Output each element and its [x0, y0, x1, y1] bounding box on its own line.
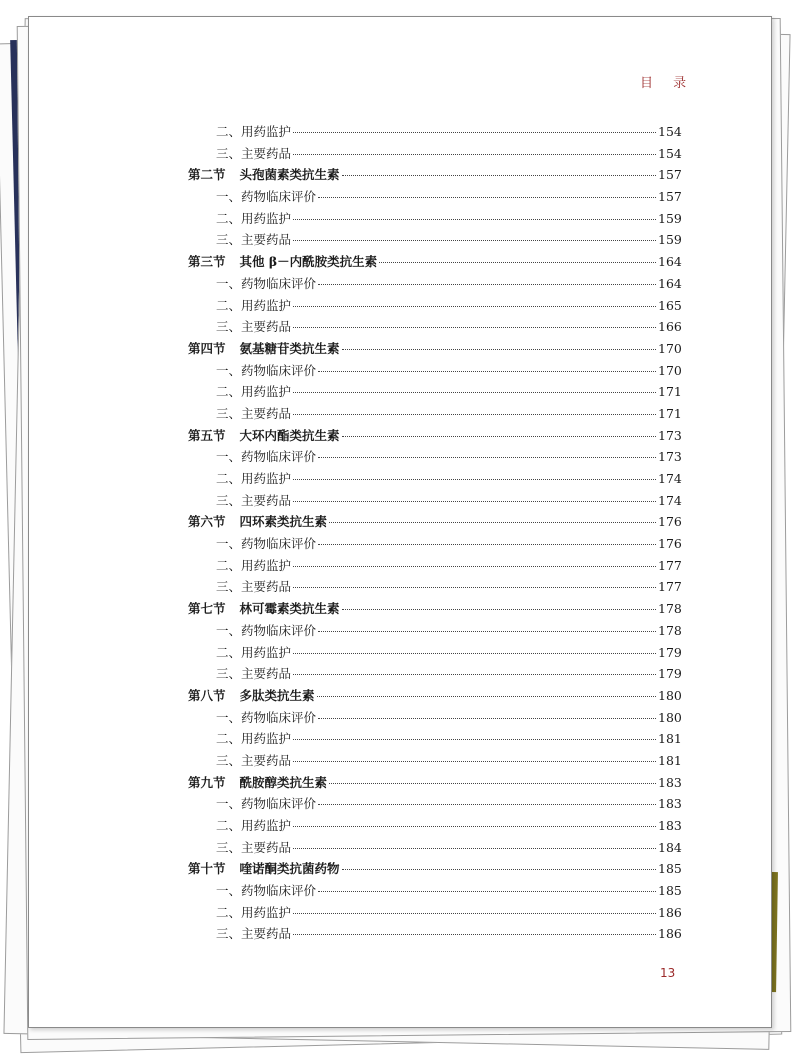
toc-subentry: [188, 729, 680, 751]
toc-entry-label: 其他 β－内酰胺类抗生素: [239, 254, 378, 270]
toc-subentry: [188, 144, 680, 166]
toc-page-number: 176: [658, 514, 682, 530]
dot-leader: [293, 392, 656, 393]
toc-subentry: [188, 122, 680, 144]
toc-subentry: [188, 903, 680, 925]
dot-leader: [318, 718, 656, 719]
running-title: 目 录: [640, 76, 695, 91]
dot-leader: [342, 175, 656, 176]
toc-subentry: [188, 924, 680, 946]
toc-subentry: [188, 382, 680, 404]
toc-entry-label: 三、主要药品: [216, 492, 292, 508]
dot-leader: [293, 306, 656, 307]
toc-section-number: 第六节: [188, 514, 226, 530]
toc-subentry: [188, 881, 680, 903]
toc-section-entry: [188, 599, 680, 621]
toc-subentry: [188, 794, 680, 816]
toc-entry-label: 一、药物临床评价: [216, 883, 317, 899]
dot-leader: [293, 674, 656, 675]
dot-leader: [293, 566, 656, 567]
toc-section-entry: [188, 165, 680, 187]
toc-page-number: 165: [658, 297, 682, 313]
toc-entry-label: 大环内酯类抗生素: [239, 427, 340, 443]
toc-page-number: 173: [658, 427, 682, 443]
toc-entry-label: 多肽类抗生素: [239, 687, 315, 703]
toc-entry-label: 一、药物临床评价: [216, 709, 317, 725]
toc-subentry: [188, 361, 680, 383]
toc-page-number: 159: [658, 232, 682, 248]
toc-section-entry: [188, 339, 680, 361]
toc-page-number: 176: [658, 536, 682, 552]
toc-subentry: [188, 577, 680, 599]
dot-leader: [317, 696, 656, 697]
dot-leader: [293, 826, 656, 827]
toc-page-number: 174: [658, 471, 682, 486]
toc-entry-label: 二、用药监护: [216, 297, 292, 313]
dot-leader: [293, 761, 656, 762]
toc-section-entry: [188, 859, 680, 881]
toc-subentry: [188, 274, 680, 296]
toc-page-number: 178: [658, 601, 682, 617]
toc-subentry: [188, 751, 680, 773]
toc-section-number: 第八节: [188, 687, 226, 703]
toc-entry-label: 一、药物临床评价: [216, 622, 317, 638]
toc-subentry: [188, 708, 680, 730]
dot-leader: [293, 327, 656, 328]
dot-leader: [293, 934, 656, 935]
toc-section-entry: [188, 686, 680, 708]
toc-page-number: 179: [658, 644, 682, 660]
toc-page-number: 157: [658, 167, 682, 183]
toc-section-number: 第九节: [188, 774, 226, 790]
dot-leader: [342, 609, 656, 610]
toc-entry-label: 酰胺醇类抗生素: [239, 774, 328, 790]
toc-subentry: [188, 469, 680, 491]
dot-leader: [293, 501, 656, 502]
dot-leader: [342, 869, 656, 870]
toc-page-number: 177: [658, 579, 682, 595]
toc-page-number: 185: [658, 861, 682, 877]
dot-leader: [293, 587, 656, 588]
toc-subentry: [188, 447, 680, 469]
toc-page-number: 159: [658, 210, 682, 226]
dot-leader: [293, 479, 656, 480]
toc-entry-label: 二、用药监护: [216, 384, 292, 400]
toc-page-number: 181: [658, 752, 682, 768]
dot-leader: [293, 739, 656, 740]
toc-section-entry: [188, 773, 680, 795]
toc-entry-label: 二、用药监护: [216, 557, 292, 573]
toc-entry-label: 一、药物临床评价: [216, 449, 317, 465]
toc-entry-label: 头孢菌素类抗生素: [239, 167, 340, 183]
toc-subentry: [188, 317, 680, 339]
table-of-contents: [188, 122, 680, 946]
toc-entry-label: 二、用药监护: [216, 904, 292, 920]
toc-entry-label: 三、主要药品: [216, 752, 292, 768]
toc-entry-label: 二、用药监护: [216, 644, 292, 660]
toc-entry-label: 一、药物临床评价: [216, 275, 317, 291]
dot-leader: [342, 349, 656, 350]
toc-subentry: [188, 816, 680, 838]
toc-page-number: 164: [658, 254, 682, 270]
toc-entry-label: 一、药物临床评价: [216, 362, 317, 378]
toc-entry-label: 二、用药监护: [216, 471, 292, 486]
toc-entry-label: 四环素类抗生素: [239, 514, 328, 530]
toc-page-number: 180: [658, 709, 682, 725]
toc-page-number: 179: [658, 666, 682, 682]
toc-subentry: [188, 556, 680, 578]
dot-leader: [379, 262, 656, 263]
dot-leader: [342, 436, 656, 437]
toc-entry-label: 二、用药监护: [216, 210, 292, 226]
dot-leader: [329, 783, 656, 784]
dot-leader: [318, 804, 656, 805]
dot-leader: [293, 240, 656, 241]
toc-subentry: [188, 838, 680, 860]
toc-entry-label: 喹诺酮类抗菌药物: [239, 861, 340, 877]
toc-page-number: 181: [658, 731, 682, 747]
dot-leader: [318, 631, 656, 632]
toc-subentry: [188, 209, 680, 231]
toc-page-number: 177: [658, 557, 682, 573]
toc-section-number: 第七节: [188, 601, 226, 617]
toc-subentry: [188, 230, 680, 252]
toc-page-number: 180: [658, 687, 682, 703]
dot-leader: [318, 371, 656, 372]
toc-entry-label: 三、主要药品: [216, 145, 292, 161]
toc-entry-label: 氨基糖苷类抗生素: [239, 340, 340, 356]
toc-entry-label: 一、药物临床评价: [216, 796, 317, 812]
toc-subentry: [188, 296, 680, 318]
toc-entry-label: 三、主要药品: [216, 926, 292, 942]
dot-leader: [293, 154, 656, 155]
toc-entry-label: 三、主要药品: [216, 319, 292, 335]
toc-page-number: 171: [658, 405, 682, 421]
toc-entry-label: 二、用药监护: [216, 124, 292, 139]
toc-page-number: 154: [658, 124, 682, 139]
toc-subentry: [188, 643, 680, 665]
toc-subentry: [188, 621, 680, 643]
dot-leader: [293, 132, 656, 133]
toc-section-entry: [188, 252, 680, 274]
toc-page-number: 174: [658, 492, 682, 508]
toc-section-number: 第二节: [188, 167, 226, 183]
toc-subentry: [188, 664, 680, 686]
dot-leader: [318, 891, 656, 892]
dot-leader: [318, 457, 656, 458]
toc-page-number: 186: [658, 904, 682, 920]
toc-page-number: 164: [658, 275, 682, 291]
toc-page-number: 185: [658, 883, 682, 899]
toc-subentry: [188, 491, 680, 513]
toc-page-number: 178: [658, 622, 682, 638]
toc-page-number: 170: [658, 340, 682, 356]
toc-entry-label: 三、主要药品: [216, 579, 292, 595]
toc-page-number: 154: [658, 145, 682, 161]
toc-subentry: [188, 187, 680, 209]
toc-entry-label: 一、药物临床评价: [216, 536, 317, 552]
toc-entry-label: 一、药物临床评价: [216, 189, 317, 205]
toc-section-entry: [188, 512, 680, 534]
toc-section-number: 第三节: [188, 254, 226, 270]
dot-leader: [318, 544, 656, 545]
dot-leader: [293, 848, 656, 849]
toc-entry-label: 三、主要药品: [216, 839, 292, 855]
toc-page-number: 183: [658, 796, 682, 812]
toc-entry-label: 三、主要药品: [216, 405, 292, 421]
toc-section-number: 第十节: [188, 861, 226, 877]
toc-page-number: 166: [658, 319, 682, 335]
toc-subentry: [188, 534, 680, 556]
dot-leader: [318, 284, 656, 285]
toc-section-entry: [188, 426, 680, 448]
toc-page-number: 157: [658, 189, 682, 205]
toc-page-number: 170: [658, 362, 682, 378]
dot-leader: [318, 197, 656, 198]
dot-leader: [293, 913, 656, 914]
toc-page-number: 173: [658, 449, 682, 465]
toc-page-number: 184: [658, 839, 682, 855]
toc-entry-label: 三、主要药品: [216, 232, 292, 248]
toc-section-number: 第四节: [188, 340, 226, 356]
dot-leader: [293, 414, 656, 415]
toc-subentry: [188, 404, 680, 426]
toc-entry-label: 三、主要药品: [216, 666, 292, 682]
dot-leader: [293, 219, 656, 220]
toc-entry-label: 二、用药监护: [216, 818, 292, 833]
toc-entry-label: 林可霉素类抗生素: [239, 601, 340, 617]
toc-page-number: 171: [658, 384, 682, 400]
toc-entry-label: 二、用药监护: [216, 731, 292, 747]
toc-page-number: 183: [658, 818, 682, 833]
toc-page-number: 186: [658, 926, 682, 942]
page-number: 13: [660, 966, 676, 980]
toc-page-number: 183: [658, 774, 682, 790]
dot-leader: [293, 653, 656, 654]
toc-section-number: 第五节: [188, 427, 226, 443]
dot-leader: [329, 522, 656, 523]
